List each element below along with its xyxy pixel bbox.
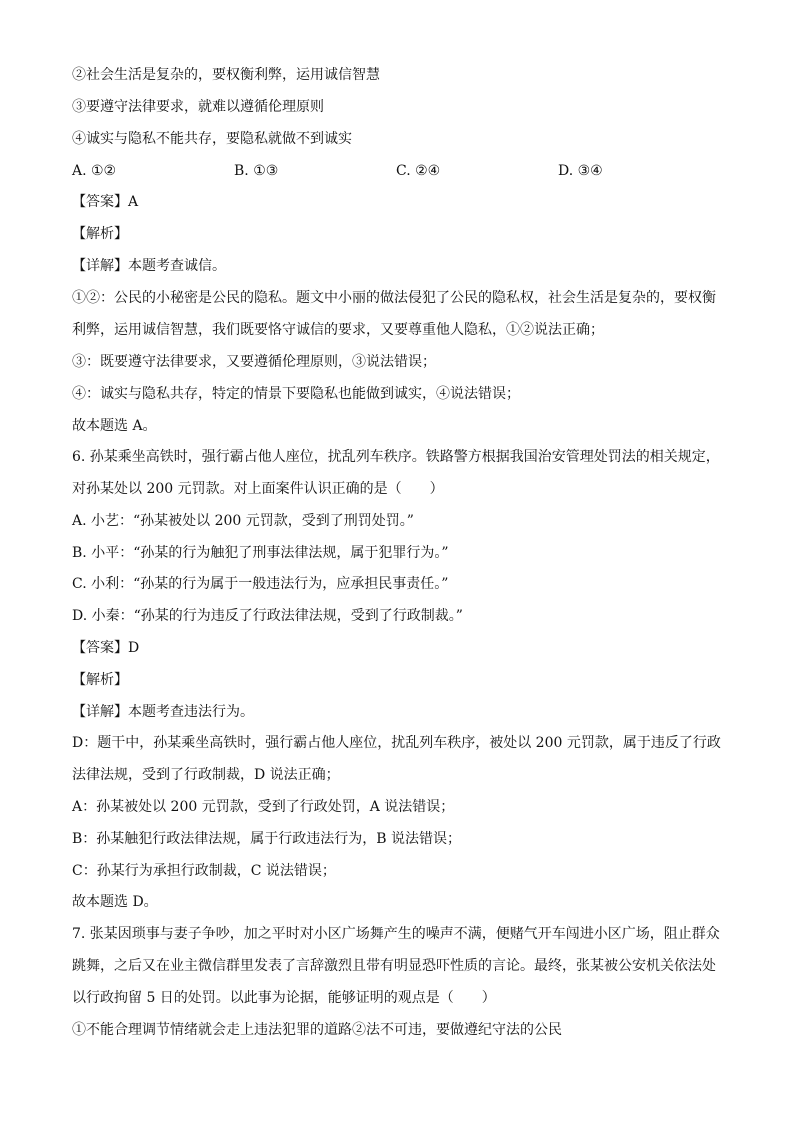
q5-choice-a: A. ①②	[72, 163, 117, 179]
q6-option-d: D. 小秦：“孙某的行为违反了行政法律法规，受到了行政制裁。”	[72, 608, 463, 624]
q6-explanation-a: A：孙某被处以 200 元罚款，受到了行政处罚，A 说法错误；	[72, 799, 455, 815]
q6-detail: 【详解】本题考查违法行为。	[72, 704, 254, 720]
q5-choice-b: B. ①③	[234, 163, 279, 179]
q5-explanation-3: ④：诚实与隐私共存，特定的情景下要隐私也能做到诚实，④说法错误；	[72, 386, 520, 402]
q5-explanation-2: ③：既要遵守法律要求，又要遵循伦理原则，③说法错误；	[72, 354, 436, 370]
q5-explanation-1b: 利弊，运用诚信智慧，我们既要恪守诚信的要求，又要尊重他人隐私，①②说法正确；	[72, 322, 604, 338]
q7-stem-2: 跳舞，之后又在业主微信群里发表了言辞激烈且带有明显恐吓性质的言论。最终，张某被公安机关依法处	[72, 958, 716, 974]
q5-option-2: ②社会生活是复杂的，要权衡利弊，运用诚信智慧	[72, 67, 380, 83]
q5-choice-d: D. ③④	[558, 163, 603, 179]
q6-conclusion: 故本题选 D。	[72, 894, 158, 910]
q6-explanation-c: C：孙某行为承担行政制裁，C 说法错误；	[72, 863, 336, 879]
q5-detail: 【详解】本题考查诚信。	[72, 258, 226, 274]
q6-analysis-label: 【解析】	[72, 672, 128, 688]
q6-explanation-d1: D：题干中，孙某乘坐高铁时，强行霸占他人座位，扰乱列车秩序，被处以 200 元罚款，属于违反了行政	[72, 735, 721, 751]
q7-stem-4: ①不能合理调节情绪就会走上违法犯罪的道路②法不可违，要做遵纪守法的公民	[72, 1022, 562, 1038]
q6-option-a: A. 小艺：“孙某被处以 200 元罚款，受到了刑罚处罚。”	[72, 513, 414, 529]
q6-explanation-b: B：孙某触犯行政法律法规，属于行政违法行为，B 说法错误；	[72, 831, 462, 847]
q5-option-3: ③要遵守法律要求，就难以遵循伦理原则	[72, 99, 324, 115]
q6-explanation-d2: 法律法规，受到了行政制裁，D 说法正确；	[72, 767, 340, 783]
q5-answer: 【答案】A	[72, 194, 139, 210]
q7-stem-3: 以行政拘留 5 日的处罚。以此事为论据，能够证明的观点是（ ）	[72, 990, 496, 1006]
q5-explanation-1a: ①②：公民的小秘密是公民的隐私。题文中小丽的做法侵犯了公民的隐私权，社会生活是复杂的，要权衡	[72, 290, 716, 306]
q5-conclusion: 故本题选 A。	[72, 418, 157, 434]
q5-option-4: ④诚实与隐私不能共存，要隐私就做不到诚实	[72, 131, 352, 147]
q6-stem-1: 6. 孙某乘坐高铁时，强行霸占他人座位，扰乱列车秩序。铁路警方根据我国治安管理处罚法的相关规定，	[72, 449, 720, 465]
q6-option-b: B. 小平：“孙某的行为触犯了刑事法律法规，属于犯罪行为。”	[72, 545, 449, 561]
q6-stem-2: 对孙某处以 200 元罚款。对上面案件认识正确的是（ ）	[72, 481, 444, 497]
q6-option-c: C. 小利：“孙某的行为属于一般违法行为，应承担民事责任。”	[72, 576, 449, 592]
q6-answer: 【答案】D	[72, 640, 140, 656]
q5-choice-c: C. ②④	[396, 163, 441, 179]
q5-analysis-label: 【解析】	[72, 226, 128, 242]
q7-stem-1: 7. 张某因琐事与妻子争吵，加之平时对小区广场舞产生的噪声不满，便赌气开车闯进小区广场，阻止群众	[72, 926, 720, 942]
